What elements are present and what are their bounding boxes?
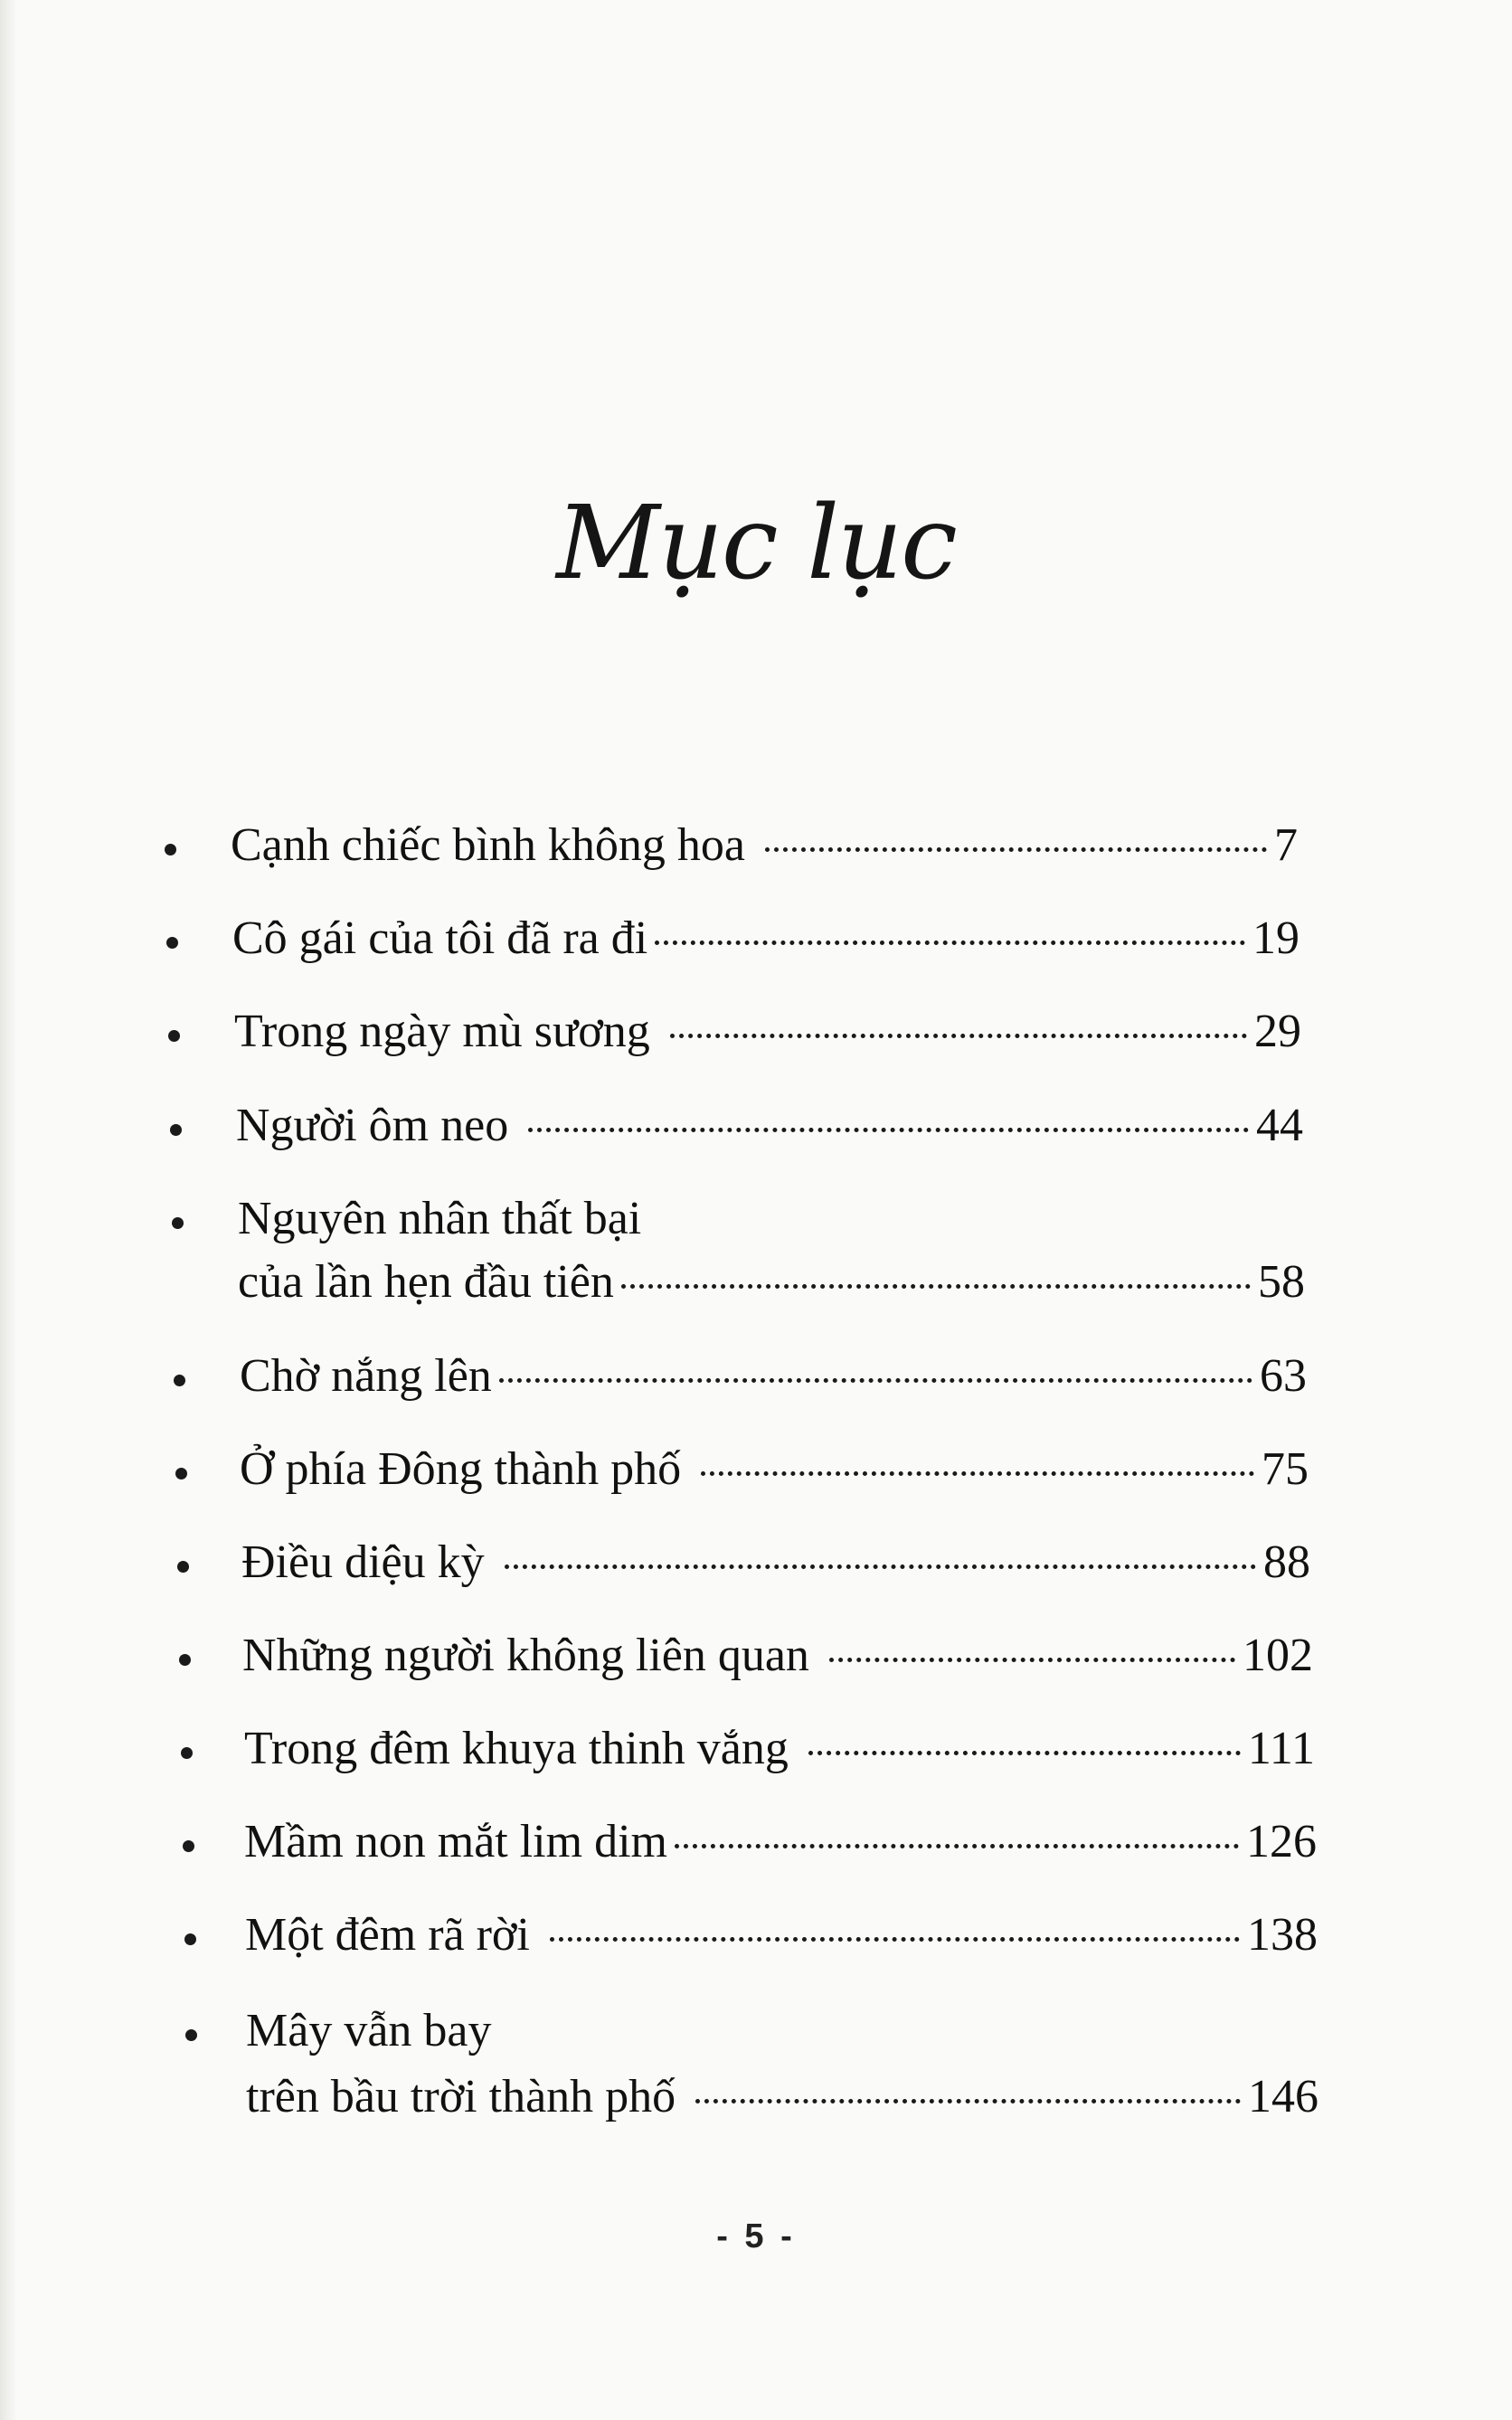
bullet-icon [177, 1561, 189, 1573]
dot-leader [675, 1844, 1239, 1848]
toc-entry-title: Ở phía Đông thành phố [240, 1443, 682, 1495]
toc-entry-page: 44 [1256, 1100, 1303, 1151]
toc-entry-page: 111 [1247, 1723, 1315, 1774]
bullet-icon [172, 1217, 184, 1229]
toc-line [234, 1005, 1301, 1059]
toc-entry-page: 88 [1263, 1536, 1310, 1588]
bullet-icon [184, 1933, 196, 1945]
toc-line [240, 1349, 1307, 1404]
toc-entry-page: 138 [1247, 1909, 1318, 1961]
toc-line [242, 1629, 1313, 1683]
toc-line [244, 1722, 1315, 1776]
bullet-icon [170, 1124, 182, 1136]
dot-leader [701, 1471, 1254, 1476]
toc-entry-page: 63 [1260, 1350, 1307, 1402]
toc-line [238, 1255, 1305, 1309]
toc-entry-title-continued: trên bầu trời thành phố [246, 2071, 676, 2122]
toc-entry-title: Nguyên nhân thất bại [238, 1193, 642, 1244]
toc-line [245, 1908, 1318, 1962]
toc-entry-title: Mầm non mắt lim dim [244, 1816, 667, 1867]
bullet-icon [174, 1375, 185, 1386]
dot-leader [808, 1751, 1241, 1755]
dot-leader [499, 1378, 1252, 1383]
toc-entry-title: Những người không liên quan [242, 1630, 809, 1681]
bullet-icon [175, 1468, 187, 1479]
toc-line [241, 1536, 1310, 1590]
bullet-icon [185, 2029, 197, 2041]
dot-leader [655, 941, 1245, 945]
toc-line [240, 1442, 1309, 1497]
toc-entry-page: 7 [1274, 819, 1298, 871]
toc-line [236, 1099, 1303, 1153]
toc-entry-page: 19 [1252, 912, 1299, 964]
page-number: - 5 - [716, 2217, 796, 2255]
toc-entry-title: Trong đêm khuya thinh vắng [244, 1723, 789, 1774]
bullet-icon [166, 937, 178, 949]
dot-leader [528, 1128, 1249, 1132]
dot-leader [765, 847, 1267, 852]
toc-entry-title: Điều diệu kỳ [241, 1536, 485, 1588]
toc-line [246, 2070, 1318, 2124]
toc-entry-title: Cạnh chiếc bình không hoa [231, 819, 745, 871]
toc-entry-page: 146 [1248, 2071, 1318, 2122]
dot-leader [621, 1284, 1251, 1289]
toc-entry-page: 102 [1243, 1630, 1313, 1681]
dot-leader [829, 1658, 1235, 1662]
toc-entry-title: Cô gái của tôi đã ra đi [232, 912, 648, 964]
toc-entry-page: 58 [1258, 1256, 1305, 1308]
bullet-icon [183, 1840, 194, 1852]
toc-entry-title: Người ôm neo [236, 1100, 509, 1151]
toc-line [231, 818, 1298, 873]
page-title: Mục lục [556, 485, 956, 602]
toc-line [246, 2004, 1318, 2058]
toc-line [244, 1815, 1317, 1869]
toc-line [238, 1192, 1305, 1246]
dot-leader [695, 2099, 1241, 2103]
bullet-icon [179, 1654, 191, 1666]
dot-leader [505, 1564, 1256, 1569]
toc-entry-page: 75 [1262, 1443, 1309, 1495]
bullet-icon [168, 1030, 180, 1042]
toc-entry-page: 29 [1254, 1006, 1301, 1057]
bullet-icon [181, 1747, 193, 1759]
dot-leader [670, 1034, 1247, 1038]
toc-entry-title: Trong ngày mù sương [234, 1006, 650, 1057]
toc-entry-title: Mây vẫn bay [246, 2005, 492, 2056]
bullet-icon [165, 844, 176, 856]
toc-entry-title: Chờ nắng lên [240, 1350, 492, 1402]
toc-entry-title-continued: của lần hẹn đầu tiên [238, 1256, 614, 1308]
toc-entry-title: Một đêm rã rời [245, 1909, 530, 1961]
toc-entry-page: 126 [1246, 1816, 1317, 1867]
dot-leader [550, 1937, 1240, 1942]
toc-line [232, 912, 1299, 966]
